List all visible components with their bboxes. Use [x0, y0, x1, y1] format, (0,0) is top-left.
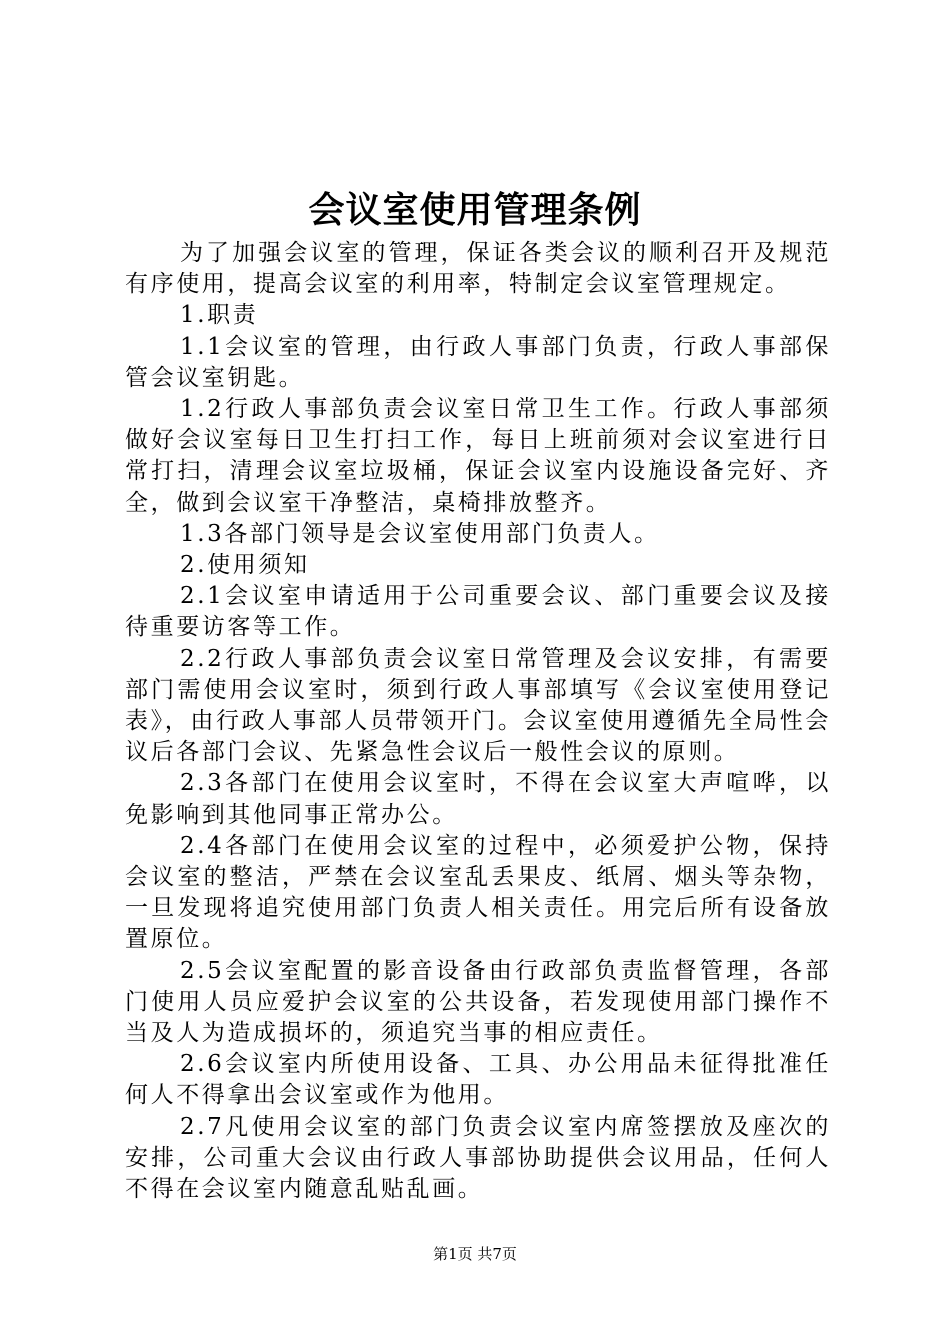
paragraph-2-2: 2.2行政人事部负责会议室日常管理及会议安排，有需要部门需使用会议室时，须到行政人事部填写《会议室使用登记表》，由行政人事部人员带领开门。会议室使用遵循先全局性会议后各部门会议、先紧急性会议后一般性会议的原则。 — [125, 645, 831, 766]
paragraph-2-7: 2.7凡使用会议室的部门负责会议室内席签摆放及座次的安排，公司重大会议由行政人事部协助提供会议用品，任何人不得在会议室内随意乱贴乱画。 — [125, 1113, 831, 1203]
paragraph-2-5: 2.5会议室配置的影音设备由行政部负责监督管理，各部门使用人员应爱护会议室的公共设备，若发现使用部门操作不当及人为造成损坏的，须追究当事的相应责任。 — [125, 957, 831, 1047]
paragraph-1-3: 1.3各部门领导是会议室使用部门负责人。 — [180, 520, 660, 547]
page-footer: 第1页 共7页 — [433, 1245, 517, 1263]
paragraph-1-1: 1.1会议室的管理，由行政人事部门负责，行政人事部保管会议室钥匙。 — [125, 333, 831, 391]
section-heading-duties: 1.职责 — [180, 302, 259, 329]
paragraph-intro: 为了加强会议室的管理，保证各类会议的顺利召开及规范有序使用，提高会议室的利用率，特制定会议室管理规定。 — [125, 240, 831, 298]
paragraph-2-3: 2.3各部门在使用会议室时，不得在会议室大声喧哗，以免影响到其他同事正常办公。 — [125, 770, 831, 828]
document-title: 会议室使用管理条例 — [308, 189, 642, 231]
paragraph-2-6: 2.6会议室内所使用设备、工具、办公用品未征得批准任何人不得拿出会议室或作为他用。 — [125, 1051, 831, 1109]
paragraph-2-4: 2.4各部门在使用会议室的过程中，必须爱护公物，保持会议室的整洁，严禁在会议室乱丢果皮、纸屑、烟头等杂物，一旦发现将追究使用部门负责人相关责任。用完后所有设备放置原位。 — [125, 832, 831, 953]
section-heading-usage: 2.使用须知 — [180, 552, 310, 579]
paragraph-2-1: 2.1会议室申请适用于公司重要会议、部门重要会议及接待重要访客等工作。 — [125, 583, 831, 641]
paragraph-1-2: 1.2行政人事部负责会议室日常卫生工作。行政人事部须做好会议室每日卫生打扫工作，每日上班前须对会议室进行日常打扫，清理会议室垃圾桶，保证会议室内设施设备完好、齐全，做到会议室干净整洁，桌椅排放整齐。 — [125, 396, 831, 516]
document-body — [125, 238, 831, 1205]
